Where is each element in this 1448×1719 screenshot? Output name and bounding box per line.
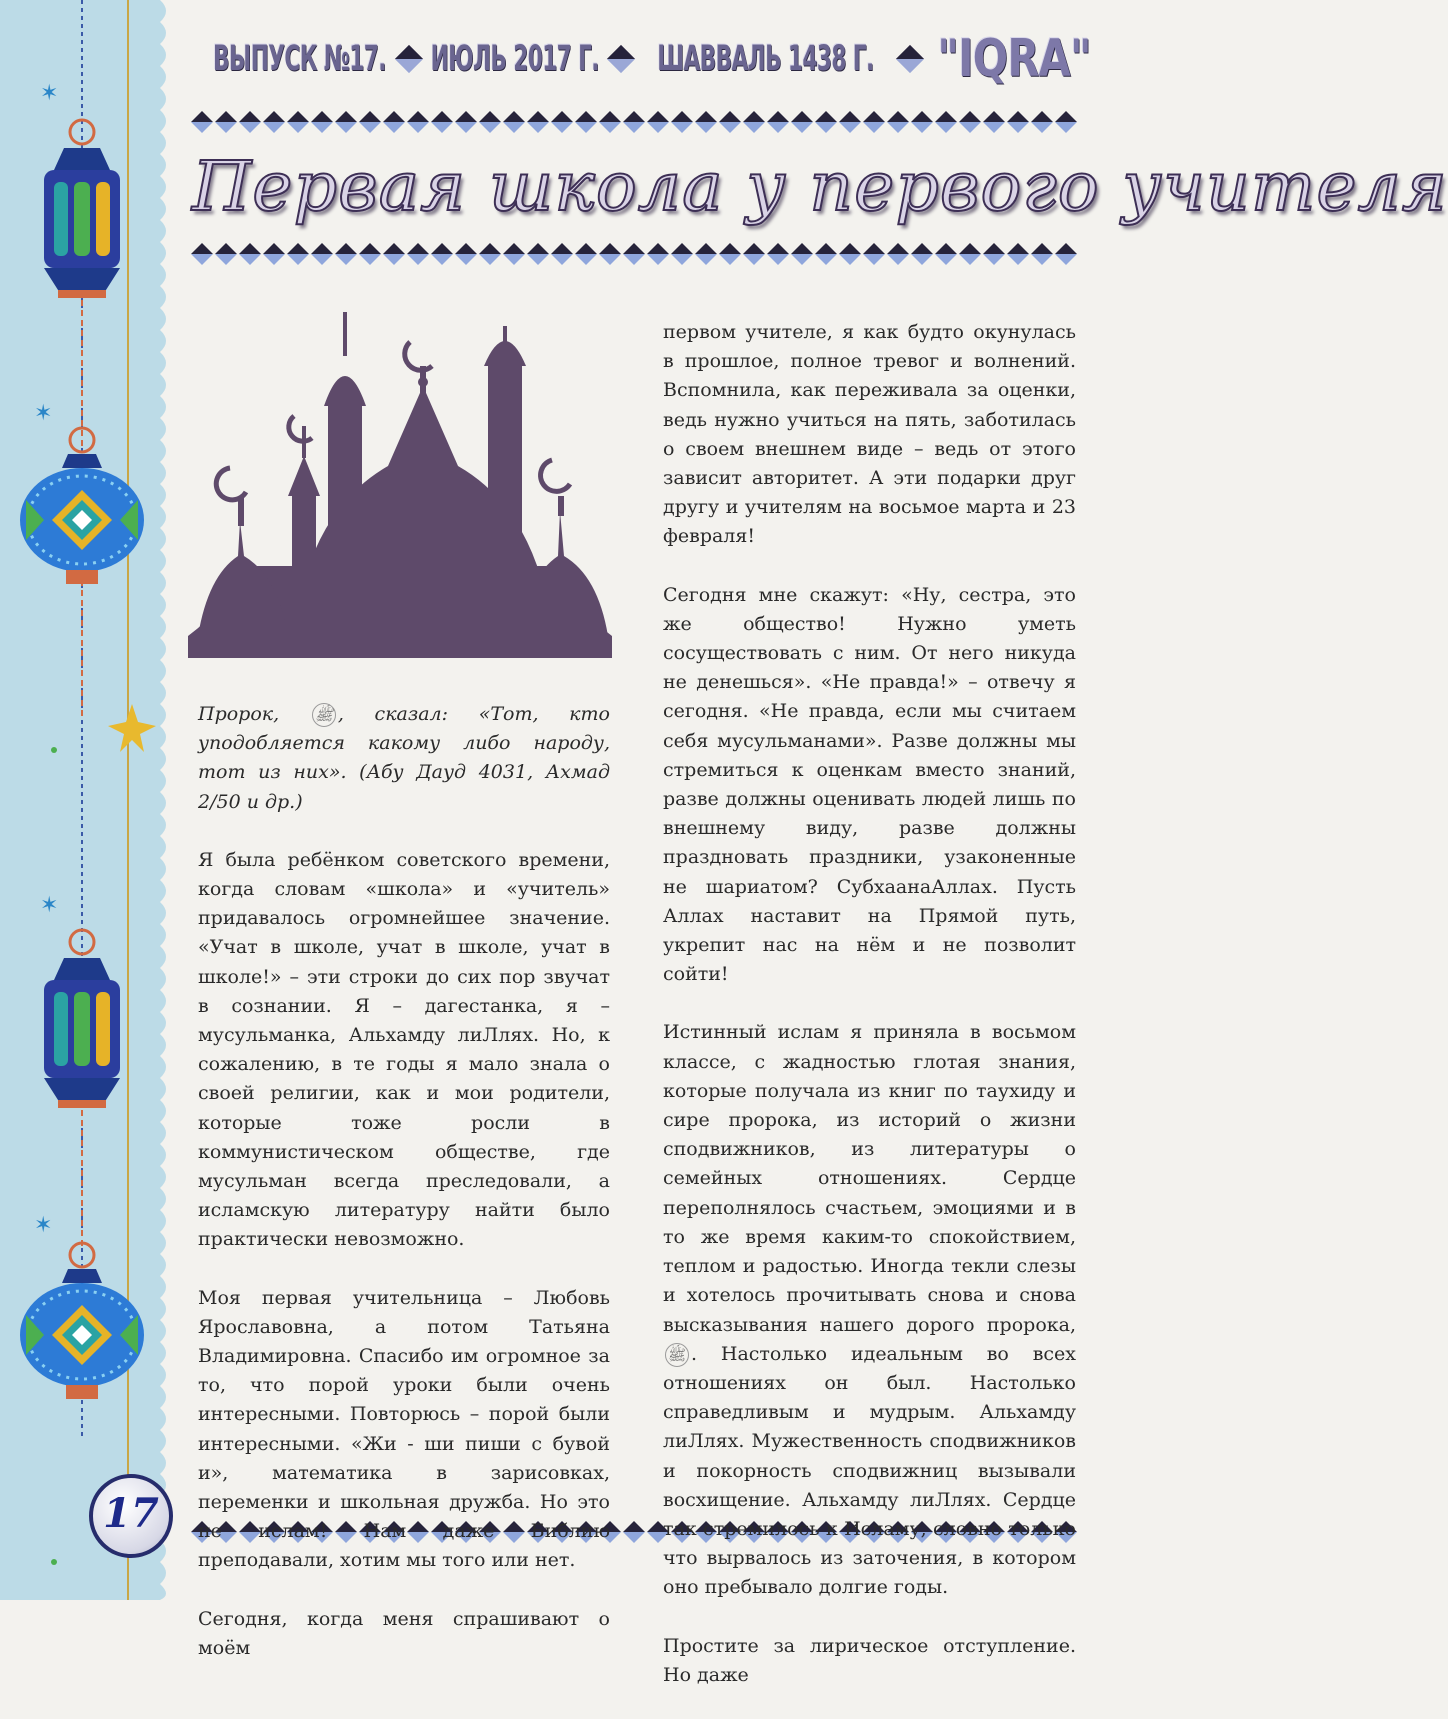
paragraph: Сегодня, когда меня спрашивают о моём <box>198 1607 610 1659</box>
diamond-icon <box>719 254 741 265</box>
diamond-icon <box>911 111 933 122</box>
diamond-icon <box>983 254 1005 265</box>
diamond-icon <box>599 111 621 122</box>
diamond-icon <box>527 111 549 122</box>
article-title: Первая школа у первого учителя <box>192 148 1448 227</box>
diamond-icon <box>311 254 333 265</box>
diamond-icon <box>383 254 405 265</box>
diamond-icon <box>479 254 501 265</box>
diamond-icon <box>395 45 423 73</box>
diamond-icon <box>623 1521 645 1532</box>
diamond-icon <box>551 111 573 122</box>
diamond-icon <box>887 111 909 122</box>
diamond-icon <box>767 111 789 122</box>
diamond-icon <box>239 254 261 265</box>
diamond-icon <box>1007 254 1029 265</box>
diamond-icon <box>839 254 861 265</box>
paragraph: Простите за лирическое отступление. Но даже <box>663 1634 1076 1686</box>
diamond-icon <box>503 254 525 265</box>
diamond-icon <box>671 254 693 265</box>
decorative-lantern-strip <box>0 0 175 1600</box>
diamond-icon <box>239 111 261 122</box>
diamond-icon <box>647 111 669 122</box>
diamond-icon <box>407 254 429 265</box>
diamond-icon <box>359 111 381 122</box>
diamond-icon <box>983 111 1005 122</box>
diamond-icon <box>215 111 237 122</box>
diamond-icon <box>215 254 237 265</box>
diamond-icon <box>455 111 477 122</box>
diamond-icon <box>791 254 813 265</box>
diamond-icon <box>895 45 923 73</box>
crescent-icon <box>216 468 246 500</box>
diamond-icon <box>263 111 285 122</box>
diamond-icon <box>863 254 885 265</box>
diamond-icon <box>527 254 549 265</box>
diamond-icon <box>911 254 933 265</box>
article-column-right <box>663 318 1076 1719</box>
diamond-icon <box>695 254 717 265</box>
diamond-icon <box>887 254 909 265</box>
diamond-icon <box>431 254 453 265</box>
diamond-icon <box>935 254 957 265</box>
diamond-icon <box>455 254 477 265</box>
diamond-icon <box>335 111 357 122</box>
diamond-icon <box>743 254 765 265</box>
crescent-icon <box>289 416 312 441</box>
diamond-icon <box>1007 111 1029 122</box>
diamond-icon <box>695 111 717 122</box>
diamond-icon <box>815 111 837 122</box>
crescent-icon <box>405 342 432 370</box>
diamond-icon <box>287 254 309 265</box>
diamond-icon <box>575 111 597 122</box>
paragraph: Истинный ислам я приняла в восьмом классе, с жадностью глотая знания, которые получала из книг по таухиду и сире пророка, из историй о жизни сподвижников, из литературы о семейных отношениях. Сердце переполнялось счастьем, эмоциями и в то же время каким-то спокойствием, теплом и радостью. Иногда текли слезы и хотелось прочитывать снова и снова высказывания нашего дорого пророка, ﷺ . Настолько идеальным во всех отношениях он был. Настолько справедливым и мудрым. Альхамду лиЛлях. Мужественность сподвижников и покорность сподвижниц вызывали восхищение. Альхамду лиЛлях. Сердце так стремилось к Исламу, словно только что вырвалось из заточения, в котором оно пребывало долгие годы. <box>663 1021 1076 1599</box>
star-icon: ✶ <box>40 81 59 106</box>
diamond-icon <box>311 111 333 122</box>
diamond-icon <box>767 254 789 265</box>
diamond-icon <box>503 111 525 122</box>
mosque-silhouette-icon <box>188 306 612 658</box>
pbuh-icon: ﷺ <box>665 1343 689 1367</box>
diamond-icon <box>191 111 213 122</box>
magazine-name: "IQRA" <box>936 29 1091 89</box>
diamond-icon <box>1055 111 1077 122</box>
diamond-icon <box>623 111 645 122</box>
diamond-icon <box>719 111 741 122</box>
issue-month: ИЮЛЬ 2017 Г. <box>430 39 600 79</box>
crescent-icon <box>541 460 570 491</box>
diamond-icon <box>1055 254 1077 265</box>
hadith-quote: Пророк, ﷺ , сказал: «Тот, кто уподобляется какому либо народу, тот из них». (Абу Дауд 4031, Ахмад 2/50 и др.) <box>198 703 610 813</box>
issue-number: ВЫПУСК №17. <box>213 39 387 79</box>
paragraph: первом учителе, я как будто окунулась в прошлое, полное тревог и волнений. Вспомнила, как переживала за оценки, ведь нужно учиться на пять, заботилась о своем внешнем виде – ведь от этого зависит авторитет. А эти подарки друг другу и учителям на восьмое марта и 23 февраля! <box>663 321 1076 548</box>
star-icon: ✶ <box>40 893 59 918</box>
diamond-icon <box>959 254 981 265</box>
diamond-icon <box>599 254 621 265</box>
diamond-icon <box>191 254 213 265</box>
diamond-icon <box>791 111 813 122</box>
paragraph: Моя первая учительница – Любовь Ярославовна, а потом Татьяна Владимировна. Спасибо им огромное за то, что порой уроки были очень интересными. Повторюсь – порой были интересными. «Жи - ши пиши с бувой и», математика в зарисовках, переменки и школьная дружба. Но это не ислам! Нам даже Библию преподавали, хотим мы того или нет. <box>198 1286 610 1572</box>
diamond-icon <box>335 254 357 265</box>
diamond-icon <box>1031 254 1053 265</box>
diamond-icon <box>359 254 381 265</box>
diamond-icon <box>959 111 981 122</box>
paragraph: Сегодня мне скажут: «Ну, сестра, это же общество! Нужно уметь сосуществовать с ним. От него никуда не денешься». «Не правда!» – отвечу я сегодня. «Не правда, если мы считаем себя мусульманами». Разве должны мы стремиться к оценкам вместо знаний, разве должны оценивать людей лишь по внешнему виду, разве должны праздновать праздники, узаконенные не шариатом? СубхаанаАллах. Пусть Аллах наставит на Прямой путь, укрепит нас на нём и не позволит сойти! <box>663 583 1076 986</box>
diamond-icon <box>575 254 597 265</box>
diamond-icon <box>623 1532 645 1543</box>
diamond-icon <box>839 111 861 122</box>
diamond-icon <box>383 111 405 122</box>
diamond-icon <box>647 254 669 265</box>
issue-header <box>200 28 1100 90</box>
diamond-icon <box>551 254 573 265</box>
diamond-icon <box>407 111 429 122</box>
diamond-icon <box>479 111 501 122</box>
diamond-icon <box>623 254 645 265</box>
diamond-icon <box>263 254 285 265</box>
diamond-icon <box>607 45 635 73</box>
paragraph: Я была ребёнком советского времени, когда словам «школа» и «учитель» придавалось огромнейшее значение. «Учат в школе, учат в школе, учат в школе!» – эти строки до сих пор звучат в сознании. Я – дагестанка, я – мусульманка, Альхамду лиЛлях. Но, к сожалению, в те годы я мало знала о своей религии, как и мои родители, которые тоже росли в коммунистическом обществе, где мусульман всегда преследовали, а исламскую литературу найти было практически невозможно. <box>198 848 610 1251</box>
star-icon: ✶ <box>34 401 53 426</box>
diamond-icon <box>815 254 837 265</box>
issue-hijri-date: ШАВВАЛЬ 1438 Г. <box>656 39 874 79</box>
pbuh-icon: ﷺ <box>312 703 336 727</box>
article-column-left <box>198 700 610 1692</box>
diamond-icon <box>287 111 309 122</box>
diamond-icon <box>935 111 957 122</box>
star-icon: ✶ <box>34 1213 53 1238</box>
page-number: 17 <box>89 1474 173 1558</box>
diamond-icon <box>743 111 765 122</box>
diamond-icon <box>431 111 453 122</box>
diamond-icon <box>671 111 693 122</box>
diamond-icon <box>863 111 885 122</box>
diamond-icon <box>1031 111 1053 122</box>
